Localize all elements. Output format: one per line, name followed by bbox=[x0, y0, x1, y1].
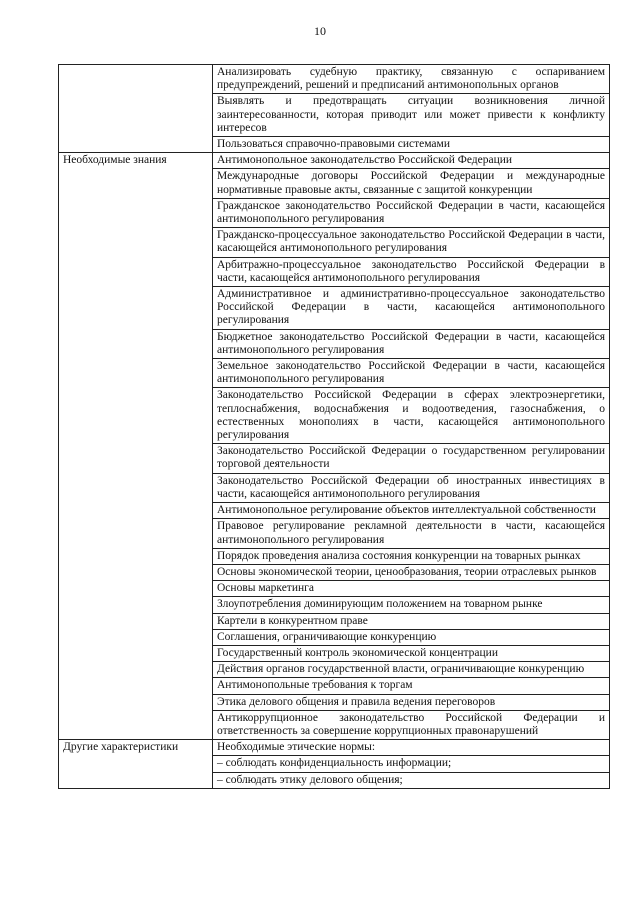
requirement-item: Соглашения, ограничивающие конкуренцию bbox=[213, 629, 610, 645]
requirement-item: Антикоррупционное законодательство Российской Федерации и ответственность за совершение коррупционных правонарушений bbox=[213, 710, 610, 739]
requirement-item: – соблюдать этику делового общения; bbox=[213, 772, 610, 788]
requirement-item: Картели в конкурентном праве bbox=[213, 613, 610, 629]
requirement-item: Порядок проведения анализа состояния конкуренции на товарных рынках bbox=[213, 548, 610, 564]
requirement-item: Законодательство Российской Федерации в сферах электроэнергетики, теплоснабжения, водоснабжения и водоотведения, газоснабжения, о естественных монополиях в части, касающейся антимонопольного регулирования bbox=[213, 388, 610, 444]
requirement-item: – соблюдать конфиденциальность информации; bbox=[213, 756, 610, 772]
section-label: Другие характеристики bbox=[59, 740, 213, 789]
requirement-item: Антимонопольные требования к торгам bbox=[213, 678, 610, 694]
requirement-item: Административное и административно-процессуальное законодательство Российской Федерации в части, касающейся антимонопольного регулирования bbox=[213, 287, 610, 330]
requirement-item: Гражданское законодательство Российской Федерации в части, касающейся антимонопольного регулирования bbox=[213, 198, 610, 227]
requirement-item: Государственный контроль экономической концентрации bbox=[213, 645, 610, 661]
requirement-item: Законодательство Российской Федерации о государственном регулировании торговой деятельности bbox=[213, 444, 610, 473]
requirement-item: Основы экономической теории, ценообразования, теории отраслевых рынков bbox=[213, 564, 610, 580]
requirement-item: Действия органов государственной власти, ограничивающие конкуренцию bbox=[213, 662, 610, 678]
requirement-item: Законодательство Российской Федерации об иностранных инвестициях в части, касающейся антимонопольного регулирования bbox=[213, 473, 610, 502]
requirement-item: Арбитражно-процессуальное законодательство Российской Федерации в части, касающейся антимонопольного регулирования bbox=[213, 257, 610, 286]
section-label: Необходимые знания bbox=[59, 153, 213, 740]
page-number: 10 bbox=[314, 24, 326, 38]
requirement-item: Антимонопольное регулирование объектов интеллектуальной собственности bbox=[213, 503, 610, 519]
requirement-item: Выявлять и предотвращать ситуации возникновения личной заинтересованности, которая приводит или может привести к конфликту интересов bbox=[213, 94, 610, 137]
requirement-item: Земельное законодательство Российской Федерации в части, касающейся антимонопольного регулирования bbox=[213, 359, 610, 388]
requirement-item: Антимонопольное законодательство Российской Федерации bbox=[213, 153, 610, 169]
requirement-item: Необходимые этические нормы: bbox=[213, 740, 610, 756]
table-row bbox=[59, 740, 610, 756]
requirement-item: Пользоваться справочно-правовыми системами bbox=[213, 137, 610, 153]
requirement-item: Основы маркетинга bbox=[213, 581, 610, 597]
requirement-item: Бюджетное законодательство Российской Федерации в части, касающейся антимонопольного регулирования bbox=[213, 329, 610, 358]
requirement-item: Международные договоры Российской Федерации и международные нормативные правовые акты, связанные с защитой конкуренции bbox=[213, 169, 610, 198]
qualification-table bbox=[58, 64, 610, 789]
requirement-item: Злоупотребления доминирующим положением на товарном рынке bbox=[213, 597, 610, 613]
requirement-item: Правовое регулирование рекламной деятельности в части, касающейся антимонопольного регулирования bbox=[213, 519, 610, 548]
table-row bbox=[59, 153, 610, 169]
requirement-item: Гражданско-процессуальное законодательство Российской Федерации в части, касающейся антимонопольного регулирования bbox=[213, 228, 610, 257]
requirement-item: Этика делового общения и правила ведения переговоров bbox=[213, 694, 610, 710]
table-row bbox=[59, 65, 610, 94]
requirement-item: Анализировать судебную практику, связанную с оспариванием предупреждений, решений и предписаний антимонопольных органов bbox=[213, 65, 610, 94]
section-label bbox=[59, 65, 213, 153]
qualification-table-body bbox=[59, 65, 610, 789]
